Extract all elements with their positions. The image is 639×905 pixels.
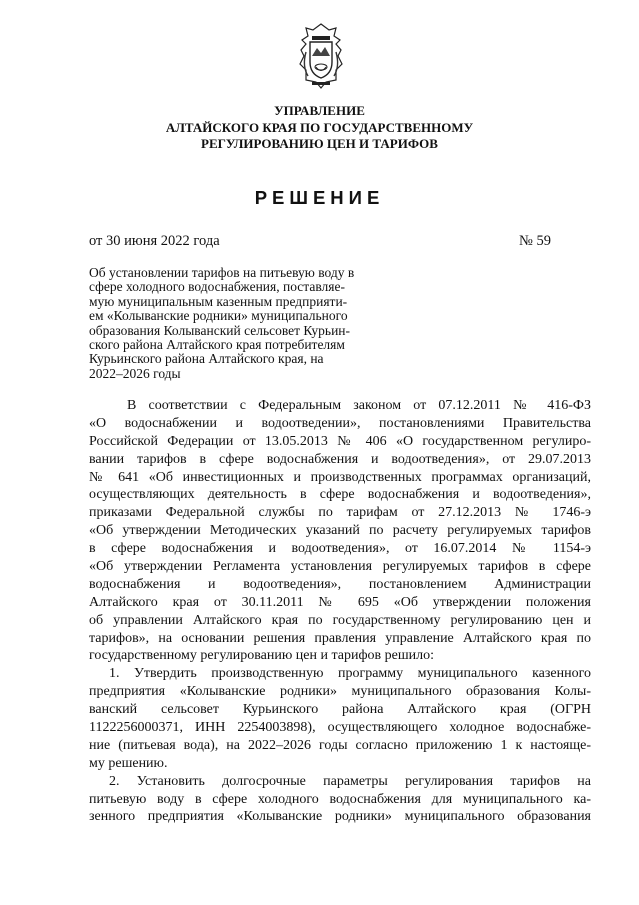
subject-line: образования Колыванский сельсовет Курьин- (89, 322, 351, 338)
subject-line: Курьинского района Алтайского края, на (89, 351, 324, 367)
subject-line: 2022–2026 годы (89, 365, 181, 381)
body-line: приказами Федеральной службы по тарифам от 27.12.2013 № 1746-э (89, 505, 591, 521)
org-line-2: АЛТАЙСКОГО КРАЯ ПО ГОСУДАРСТВЕННОМУ (165, 119, 474, 135)
body-line: водоснабжения и водоотведения», постановлением Администрации (89, 576, 591, 592)
subject-line: ем «Колыванские родники» муниципального (89, 308, 348, 324)
document-body (89, 397, 591, 826)
body-line: государственному регулированию цен и тарифов решило: (89, 648, 435, 664)
org-line-1: УПРАВЛЕНИЕ (274, 103, 365, 118)
document-date: от 30 июня 2022 года (89, 233, 220, 249)
body-line: 1. Утвердить производственную программу муниципального казенного (109, 666, 591, 682)
body-line: В соответствии с Федеральным законом от 07.12.2011 № 416-ФЗ (127, 398, 591, 413)
body-line: Алтайского края от 30.11.2011 № 695 «Об утверждении положения (89, 594, 591, 610)
body-line: ванский сельсовет Курьинского района Алтайского края (ОГРН (89, 702, 591, 718)
body-line: Российской Федерации от 13.05.2013 № 406 «О государственном регулиро- (89, 433, 591, 449)
body-line: му решению. (89, 755, 168, 771)
coat-of-arms-icon (296, 22, 346, 90)
subject-line: сфере холодного водоснабжения, поставляе- (89, 279, 345, 295)
body-line: осуществляющих деятельность в сфере водоснабжения и водоотведения», (89, 487, 591, 503)
body-line: питьевую воду в сфере холодного водоснабжения для муниципального ка- (89, 791, 591, 807)
subject-line: Об установлении тарифов на питьевую воду в (89, 265, 355, 280)
body-line: 1122256000371, ИНН 2254003898), осуществляющего холодное водоснабже- (89, 720, 591, 736)
body-line: 2. Установить долгосрочные параметры регулирования тарифов на (109, 773, 591, 789)
issuing-authority (0, 103, 639, 153)
document-type: РЕШЕНИЕ (254, 187, 385, 208)
body-line: № 641 «Об инвестиционных и производственных программах организаций, (89, 469, 591, 485)
document-number: № 59 (519, 233, 551, 249)
body-line: «О водоснабжении и водоотведении», постановлениями Правительства (89, 415, 591, 431)
body-line: предприятия «Колыванские родники» муниципального образования Колы- (89, 684, 591, 700)
body-line: зенного предприятия «Колыванские родники» муниципального образования (89, 809, 591, 825)
body-line: «Об утверждении Методических указаний по расчету регулируемых тарифов (89, 523, 591, 539)
body-line: «Об утверждении Регламента установления регулируемых тарифов в сфере (89, 559, 591, 575)
body-line: об управлении Алтайского края по государственному регулированию цен и (89, 612, 591, 628)
body-line: в сфере водоснабжения и водоотведения», от 16.07.2014 № 1154-э (89, 541, 591, 557)
subject-line: ского района Алтайского края потребителям (89, 337, 345, 353)
body-line: ние (питьевая вода), на 2022–2026 годы согласно приложению 1 к настояще- (89, 737, 591, 753)
org-line-3: РЕГУЛИРОВАНИЮ ЦЕН И ТАРИФОВ (201, 136, 438, 151)
body-line: вании тарифов в сфере водоснабжения и водоотведения», от 29.07.2013 (89, 451, 591, 467)
document-subject (89, 266, 389, 381)
subject-line: мую муниципальным казенным предприяти- (89, 293, 348, 309)
body-line: тарифов», на основании решения правления управление Алтайского края по (89, 630, 591, 646)
